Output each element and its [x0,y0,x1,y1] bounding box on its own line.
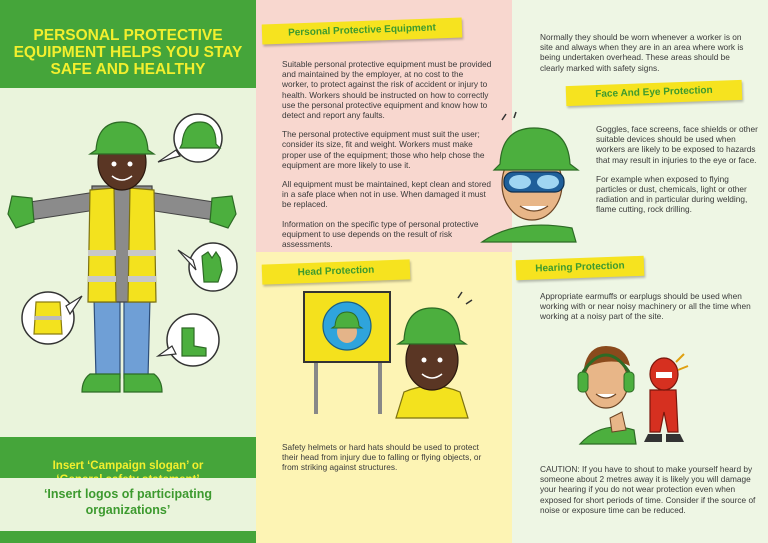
face-protection-illustration [476,112,586,242]
headline-line: EQUIPMENT HELPS YOU STAY [13,44,243,61]
hearing-section-text: Appropriate earmuffs or earplugs should be used when working with or near noisy machinery or all the time when working at a noisy part of the site. [540,291,751,322]
intro-right-text: Normally they should be worn whenever a worker is on site and always when they are in an area where work is being undertaken overhead. These areas should be clearly marked with safety signs. [540,32,744,73]
ppe-section-title: Personal Protective Equipment [262,18,463,45]
hearing-protection-illustration [572,332,692,444]
ppe-paragraph: All equipment must be maintained, kept clean and stored in a safe place when not in use. When damaged it must be replaced. [282,179,491,210]
ppe-paragraph: Information on the specific type of personal protective equipment to use depends on the result of risk assessments. [282,218,479,250]
face-paragraph: For example when exposed to flying particles or dust, chemicals, light or other radiation and in particular during welding, flame cutting, rock drilling. [596,173,748,215]
face-section-title: Face And Eye Protection [566,80,743,106]
face-paragraph: Goggles, face screens, face shields or other suitable devices should be used when workers are likely to be exposed to hazards that may result in injuries to the eye or face. [596,124,758,165]
slogan-line: Insert ‘Campaign slogan’ or [52,460,204,472]
face-section-text [596,124,758,224]
head-protection-illustration [300,288,490,418]
head-section-text: Safety helmets or hard hats should be used to protect their head from injury due to falling or flying objects, or from striking against structures. [282,442,482,473]
ppe-paragraph: The personal protective equipment must suit the user; consider its size, fit and weight. Workers must make proper use of the equipment; those who help chose the equipment are more likely to use it. [282,129,485,170]
logos-line: organizations’ [85,503,171,517]
hearing-caution-text: CAUTION: If you have to shout to make yourself heard by someone about 2 metres away it is likely you will damage your hearing if you do not wear protection even when exposed for short periods of time. Consider if the source of noise or exposure time can be reduced. [540,464,756,515]
head-section-title: Head Protection [262,259,411,284]
worker-illustration [8,110,256,400]
logos-placeholder [0,478,256,531]
logos-line: ‘Insert logos of participating [43,487,213,501]
headline-line: PERSONAL PROTECTIVE [33,27,223,44]
headline-line: SAFE AND HEALTHY [50,61,206,78]
bottom-strip [0,531,256,543]
page-headline [0,0,256,88]
ppe-section-text [282,59,492,258]
hearing-section-title: Hearing Protection [516,256,645,280]
ppe-paragraph: Suitable personal protective equipment must be provided and maintained by the employer, at no cost to the worker, to protect against the risk of accident or injury to health. Workers should be instructed on how to correctly use the personal protective equipment and know how to detect and report any faults. [282,59,492,121]
